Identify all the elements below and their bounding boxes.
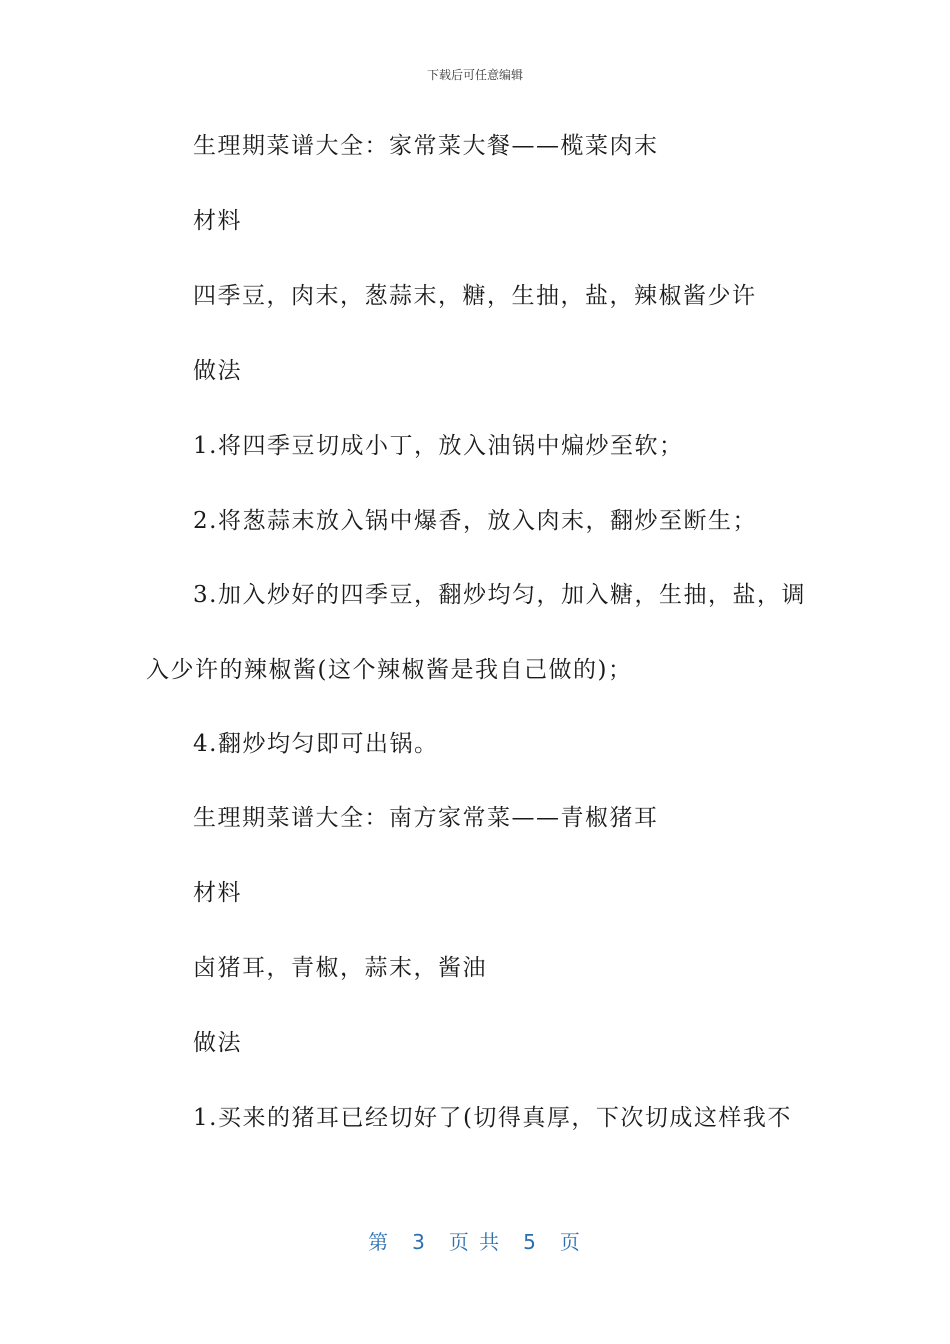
page-header: 下载后可任意编辑 [426, 68, 523, 82]
page-footer [0, 1226, 950, 1255]
recipe-title-2: 生理期菜谱大全：南方家常菜——青椒猪耳 [193, 805, 659, 831]
materials-list-2: 卤猪耳，青椒，蒜末，酱油 [193, 955, 487, 981]
recipe-title-1: 生理期菜谱大全：家常菜大餐——榄菜肉末 [193, 133, 659, 159]
materials-list-1: 四季豆，肉末，葱蒜末，糖，生抽，盐，辣椒酱少许 [193, 283, 757, 309]
step-1-4: 4.翻炒均匀即可出锅。 [193, 731, 439, 757]
footer-page-number: 3 [412, 1230, 427, 1254]
step-1-3: 3.加入炒好的四季豆，翻炒均匀，加入糖，生抽，盐，调 [193, 582, 806, 608]
section-method-1: 做法 [193, 358, 242, 384]
step-1-3-continued: 入少许的辣椒酱(这个辣椒酱是我自己做的)； [146, 657, 633, 683]
section-materials-1: 材料 [193, 208, 242, 234]
footer-prefix: 第 [368, 1230, 391, 1254]
footer-total-pages: 5 [523, 1230, 538, 1254]
footer-suffix: 页 [559, 1230, 582, 1254]
section-materials-2: 材料 [193, 880, 242, 906]
step-1-1: 1.将四季豆切成小丁，放入油锅中煸炒至软； [193, 433, 684, 459]
step-1-2: 2.将葱蒜末放入锅中爆香，放入肉末，翻炒至断生； [193, 508, 757, 534]
section-method-2: 做法 [193, 1030, 242, 1056]
footer-middle: 页 共 [448, 1230, 502, 1254]
step-2-1: 1.买来的猪耳已经切好了(切得真厚，下次切成这样我不 [193, 1105, 792, 1131]
